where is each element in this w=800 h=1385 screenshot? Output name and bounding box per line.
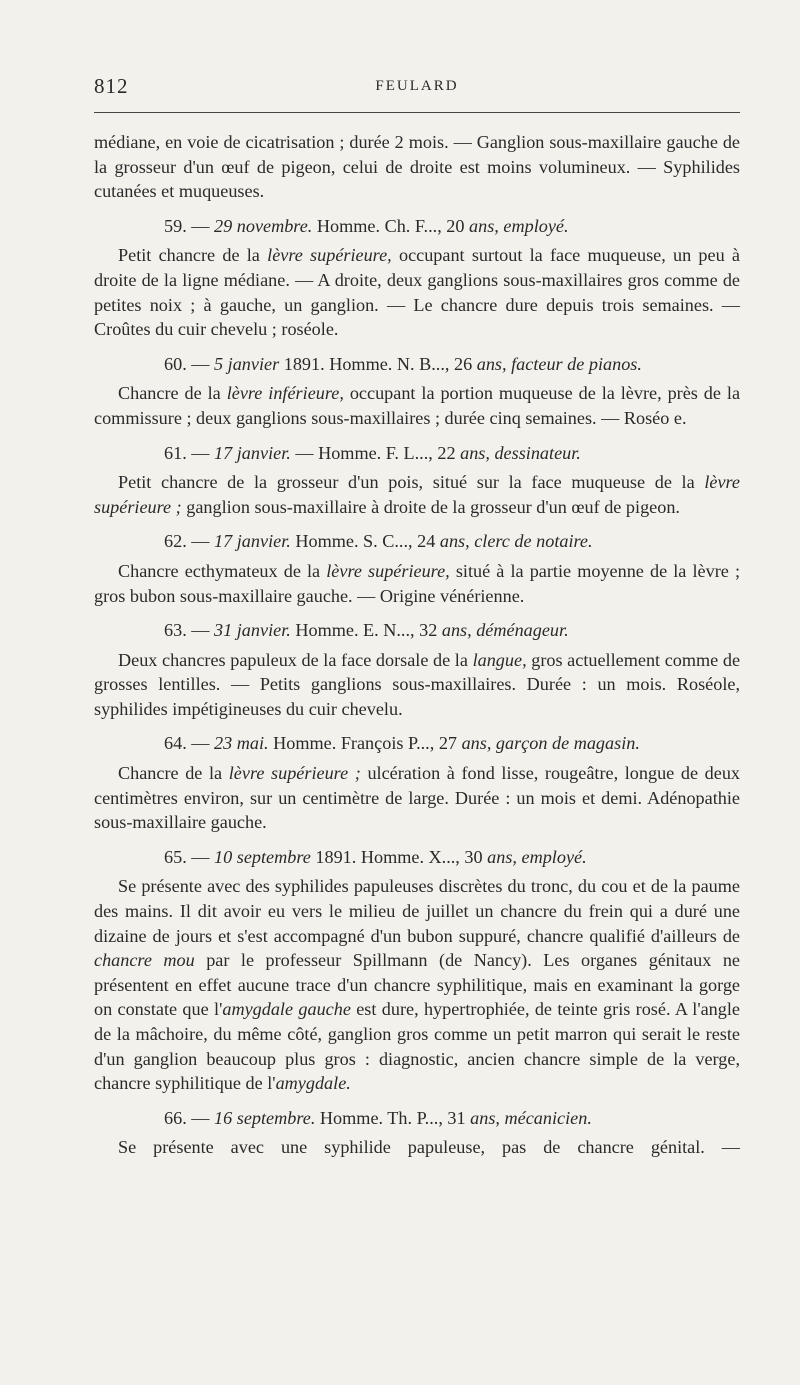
case-description: Petit chancre de la lèvre supérieure, occupant surtout la face muqueuse, un peu à droite de la ligne médiane. — A droite, deux ganglions sous-maxillaires gros comme de petites noix ; à gauche, un ganglion. — Le chancre dure depuis trois semaines. — Croûtes du cuir chevelu ; roséole.: [94, 245, 741, 340]
header-rule: [94, 112, 740, 113]
case-description: Chancre de la lèvre inférieure, occupant la portion muqueuse de la lèvre, près de la commissure ; deux ganglions sous-maxillaires ; durée cinq semaines. — Roséo e.: [94, 383, 741, 428]
case-heading: 60. — 5 janvier 1891. Homme. N. B..., 26 ans, facteur de pianos.: [164, 353, 642, 374]
case-heading: 59. — 29 novembre. Homme. Ch. F..., 20 ans, employé.: [164, 215, 569, 236]
case-heading: 62. — 17 janvier. Homme. S. C..., 24 ans, clerc de notaire.: [164, 531, 593, 552]
page-header: [94, 74, 740, 104]
case-description: Se présente avec des syphilides papuleuses discrètes du tronc, du cou et de la paume des mains. Il dit avoir eu vers le milieu de juillet un chancre du frein qui a duré une dizaine de jours et s'est accompagné d'un bubon suppuré, chancre qualifié d'ailleurs de chancre mou par le professeur Spillmann (de Nancy). Les organes génitaux ne présentent en effet aucune trace d'un chancre syphilitique, mais en examinant la gorge on constate que l'amygdale gauche est dure, hypertrophiée, de teinte gris rosé. A l'angle de la mâchoire, du même côté, ganglion gros comme un petit marron qui serait le reste d'un ganglion beaucoup plus gros : diagnostic, ancien chancre simple de la verge, chancre syphilitique de l'amygdale.: [94, 876, 741, 1094]
page-number: 812: [94, 74, 129, 98]
running-head: FEULARD: [375, 78, 459, 94]
case-description: Chancre ecthymateux de la lèvre supérieure, situé à la partie moyenne de la lèvre ; gros bubon sous-maxillaire gauche. — Origine vénérienne.: [94, 560, 740, 606]
case-heading: 66. — 16 septembre. Homme. Th. P..., 31 ans, mécanicien.: [164, 1107, 592, 1128]
case-heading: 64. — 23 mai. Homme. François P..., 27 ans, garçon de magasin.: [164, 733, 640, 754]
page-body: [94, 130, 740, 1160]
case-description: Se présente avec une syphilide papuleuse, pas de chancre génital. —: [118, 1137, 740, 1158]
case-description: Petit chancre de la grosseur d'un pois, situé sur la face muqueuse de la lèvre supérieure ; ganglion sous-maxillaire à droite de la grosseur d'un œuf de pigeon.: [94, 472, 741, 517]
case-heading: 61. — 17 janvier. — Homme. F. L..., 22 ans, dessinateur.: [164, 442, 581, 463]
case-description: Deux chancres papuleux de la face dorsale de la langue, gros actuellement comme de grosses lentilles. — Petits ganglions sous-maxillaires. Durée : un mois. Roséole, syphilides impétigineuses du cuir chevelu.: [94, 649, 741, 719]
case-description: Chancre de la lèvre supérieure ; ulcération à fond lisse, rougeâtre, longue de deux centimètres environ, sur un centimètre de large. Durée : un mois et demi. Adénopathie sous-maxillaire gauche.: [94, 763, 741, 833]
continuation-paragraph: médiane, en voie de cicatrisation ; durée 2 mois. — Ganglion sous-maxillaire gauche de la grosseur d'un œuf de pigeon, celui de droite est moins volumineux. — Syphilides cutanées et muqueuses.: [94, 132, 740, 202]
case-heading: 65. — 10 septembre 1891. Homme. X..., 30 ans, employé.: [164, 846, 587, 867]
case-heading: 63. — 31 janvier. Homme. E. N..., 32 ans, déménageur.: [164, 620, 569, 641]
